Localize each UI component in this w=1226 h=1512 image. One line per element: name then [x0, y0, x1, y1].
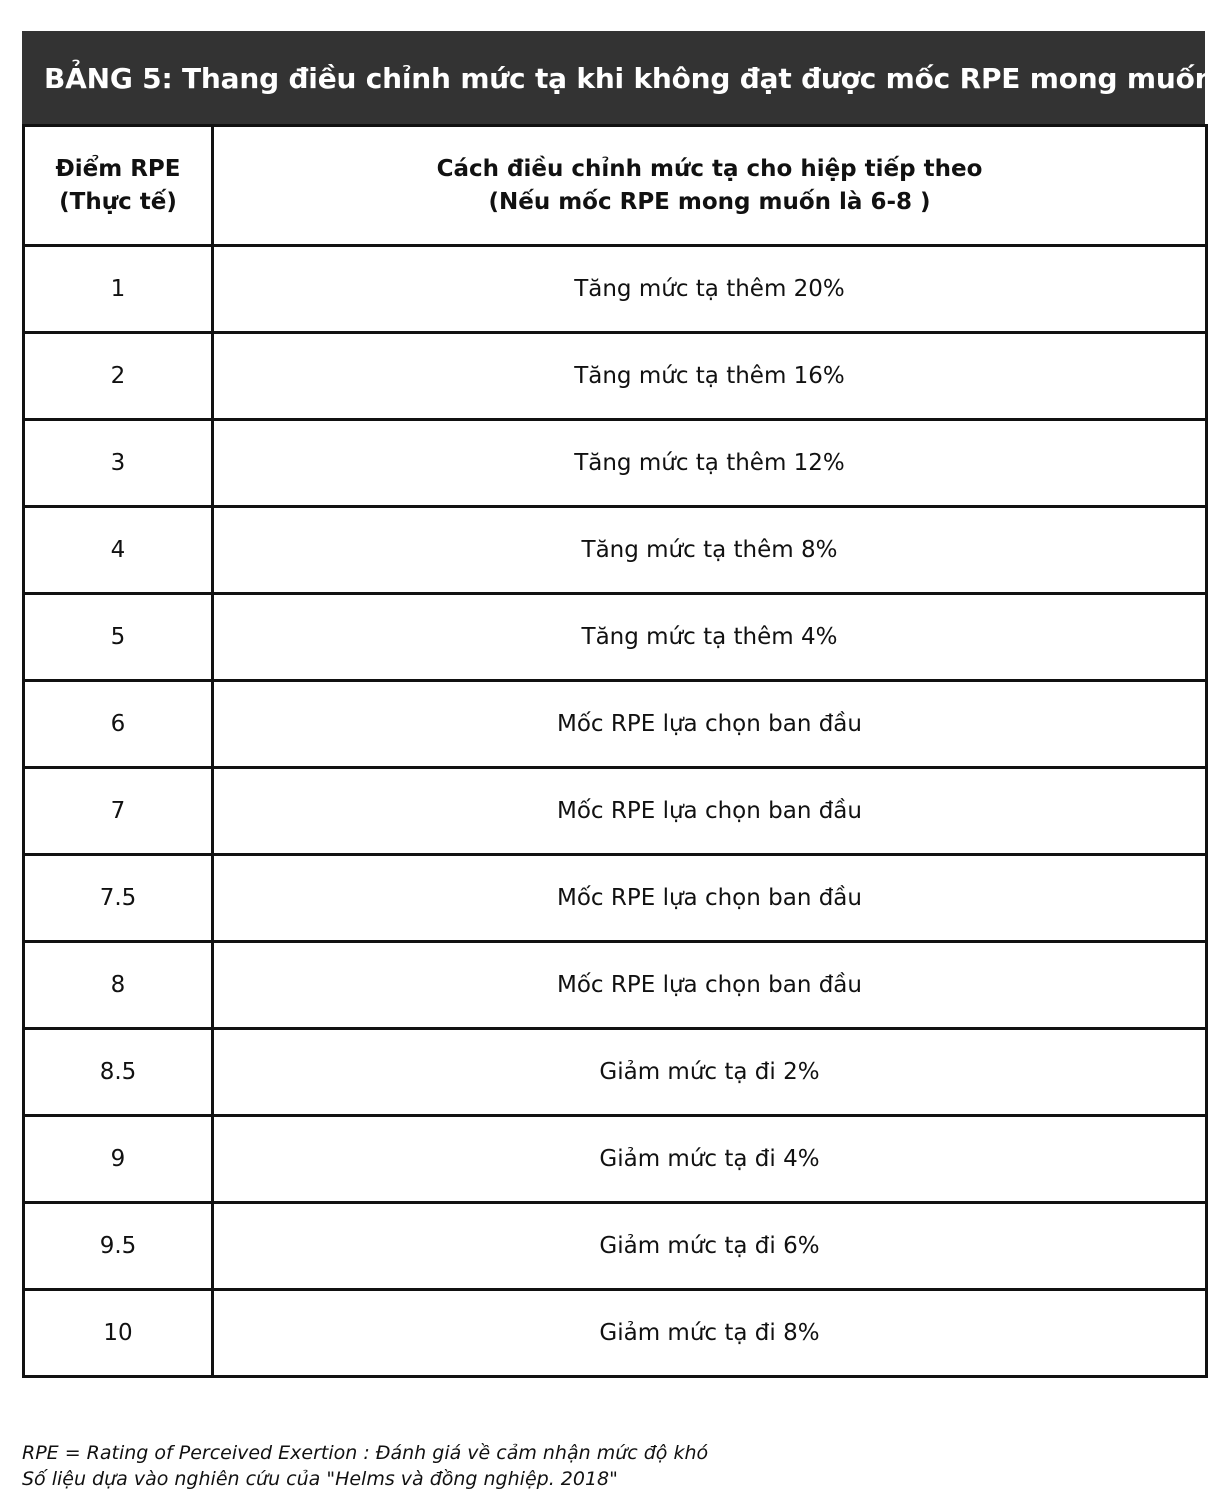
footnote-source: Số liệu dựa vào nghiên cứu của "Helms và đồng nghiệp. 2018"	[22, 1468, 618, 1490]
table-row	[24, 420, 1207, 507]
rpe-adjustment-table	[22, 124, 1208, 1378]
adjustment-cell: Giảm mức tạ đi 6%	[213, 1203, 1207, 1290]
header-adjustment: Cách điều chỉnh mức tạ cho hiệp tiếp theo (Nếu mốc RPE mong muốn là 6-8 )	[213, 126, 1207, 246]
adjustment-cell: Giảm mức tạ đi 4%	[213, 1116, 1207, 1203]
adjustment-cell: Mốc RPE lựa chọn ban đầu	[213, 942, 1207, 1029]
table-row	[24, 768, 1207, 855]
table-row	[24, 1203, 1207, 1290]
table-row	[24, 942, 1207, 1029]
rpe-cell: 5	[24, 594, 213, 681]
table-row	[24, 1116, 1207, 1203]
adjustment-cell: Giảm mức tạ đi 2%	[213, 1029, 1207, 1116]
rpe-cell: 7	[24, 768, 213, 855]
rpe-cell: 8.5	[24, 1029, 213, 1116]
adjustment-cell: Mốc RPE lựa chọn ban đầu	[213, 768, 1207, 855]
rpe-cell: 4	[24, 507, 213, 594]
table-row	[24, 855, 1207, 942]
table-title: BẢNG 5: Thang điều chỉnh mức tạ khi không đạt được mốc RPE mong muốn	[22, 31, 1205, 125]
adjustment-cell: Mốc RPE lựa chọn ban đầu	[213, 681, 1207, 768]
footnote-block	[22, 1440, 708, 1492]
rpe-cell: 9	[24, 1116, 213, 1203]
footnote-rpe-definition: RPE = Rating of Perceived Exertion : Đánh giá về cảm nhận mức độ khó	[22, 1442, 709, 1464]
table-row	[24, 333, 1207, 420]
rpe-cell: 9.5	[24, 1203, 213, 1290]
adjustment-cell: Tăng mức tạ thêm 8%	[213, 507, 1207, 594]
table-row	[24, 681, 1207, 768]
rpe-cell: 2	[24, 333, 213, 420]
table-row	[24, 1029, 1207, 1116]
rpe-cell: 10	[24, 1290, 213, 1377]
table-row	[24, 1290, 1207, 1377]
table-row	[24, 594, 1207, 681]
adjustment-cell: Tăng mức tạ thêm 16%	[213, 333, 1207, 420]
rpe-cell: 8	[24, 942, 213, 1029]
adjustment-cell: Tăng mức tạ thêm 12%	[213, 420, 1207, 507]
rpe-cell: 1	[24, 246, 213, 333]
table-row	[24, 246, 1207, 333]
rpe-cell: 6	[24, 681, 213, 768]
adjustment-cell: Mốc RPE lựa chọn ban đầu	[213, 855, 1207, 942]
table-row	[24, 507, 1207, 594]
adjustment-cell: Tăng mức tạ thêm 20%	[213, 246, 1207, 333]
adjustment-cell: Tăng mức tạ thêm 4%	[213, 594, 1207, 681]
rpe-cell: 3	[24, 420, 213, 507]
table-container	[22, 31, 1215, 1378]
table-header-row	[24, 126, 1207, 246]
adjustment-cell: Giảm mức tạ đi 8%	[213, 1290, 1207, 1377]
rpe-cell: 7.5	[24, 855, 213, 942]
header-rpe: Điểm RPE (Thực tế)	[24, 126, 213, 246]
